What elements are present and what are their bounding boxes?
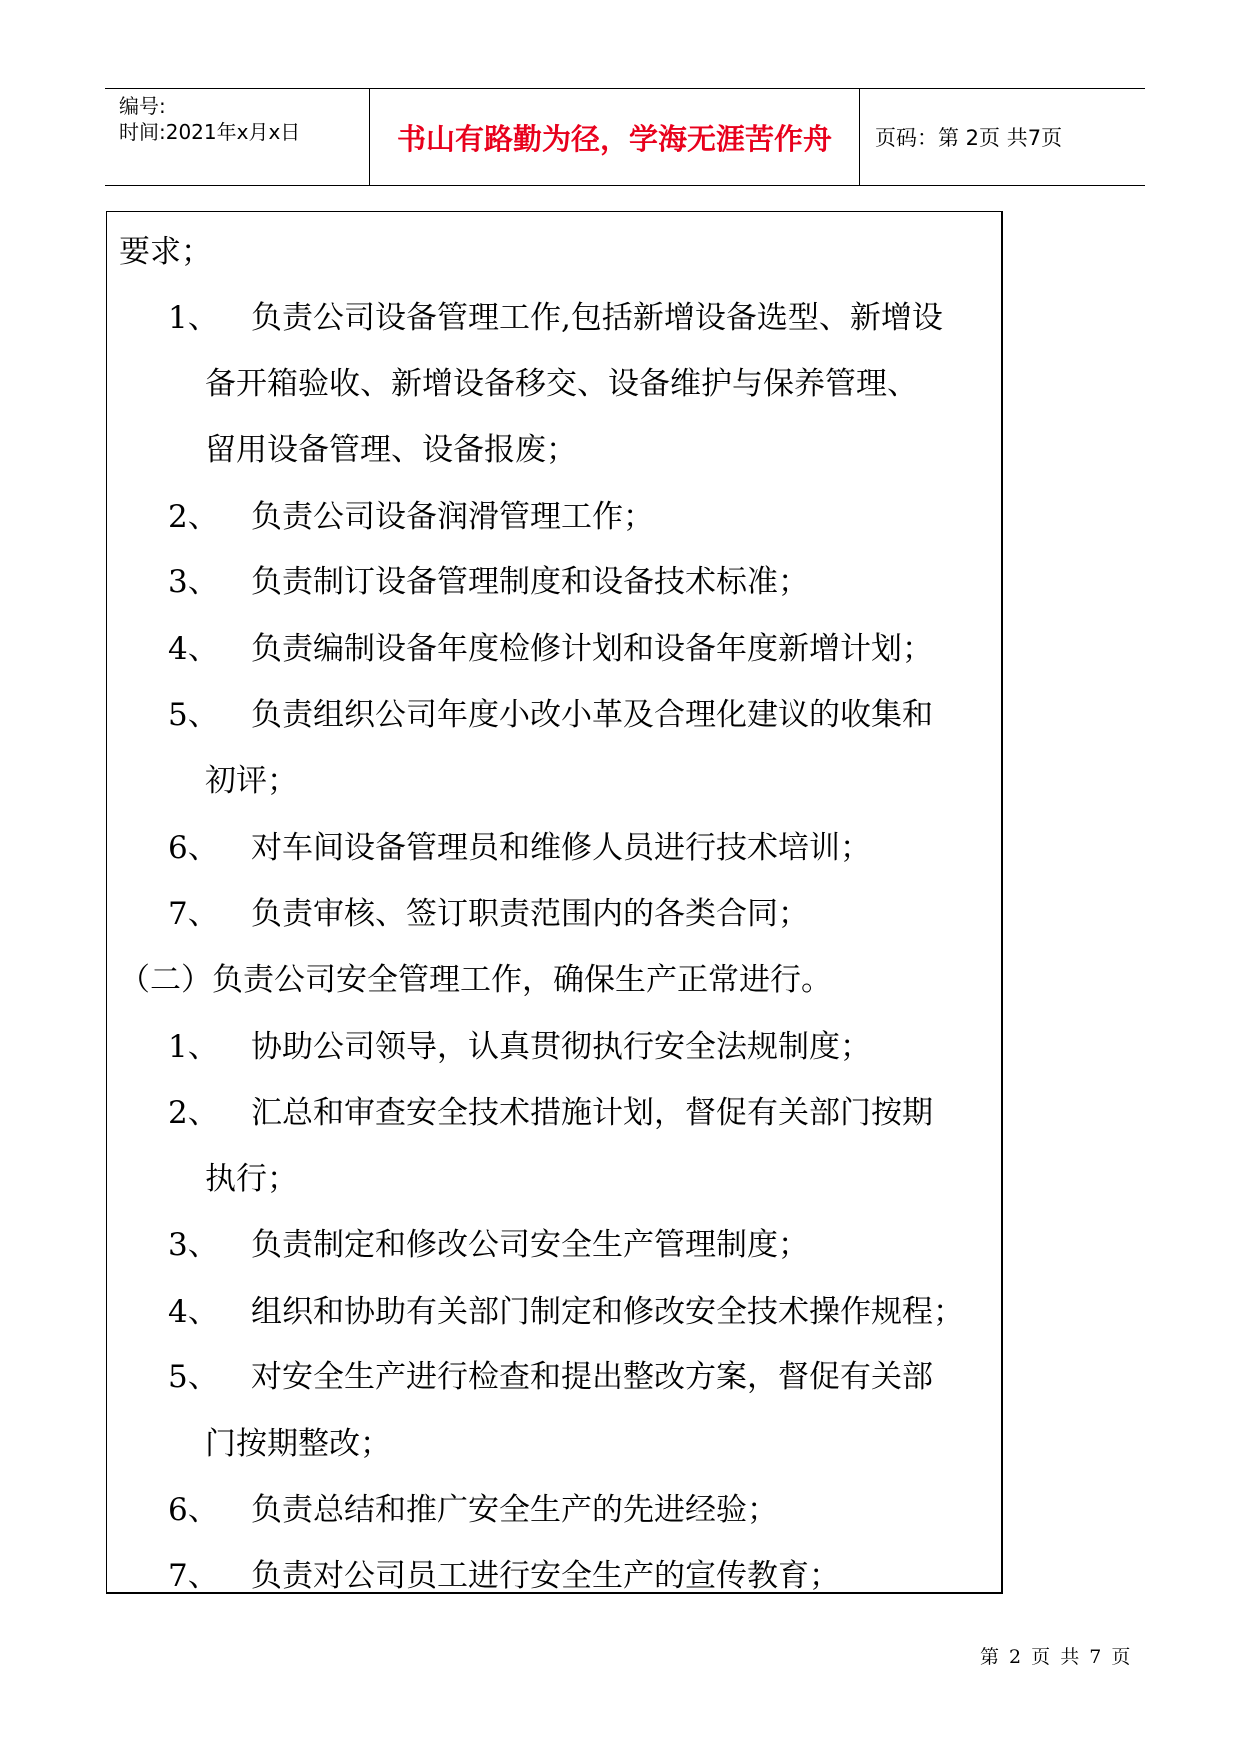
- content-box: [106, 211, 1003, 1594]
- content-line: 负责编制设备年度检修计划和设备年度新增计划；: [251, 631, 933, 667]
- content-line: 负责总结和推广安全生产的先进经验；: [251, 1492, 778, 1528]
- header-meta: [119, 93, 300, 145]
- list-item-number: 1、: [168, 300, 219, 336]
- list-item-number: 2、: [168, 499, 219, 535]
- serial-label: 编号:: [119, 94, 166, 118]
- list-item-number: 3、: [168, 564, 219, 600]
- content-line: 负责公司设备润滑管理工作；: [251, 499, 654, 535]
- document-header: [105, 88, 1145, 186]
- content-line: 负责审核、签订职责范围内的各类合同；: [251, 896, 809, 932]
- list-item-number: 4、: [168, 1294, 219, 1330]
- time-label: 时间:2021年x月x日: [119, 120, 301, 144]
- content-line: 初评；: [205, 763, 298, 799]
- content-line: 要求；: [119, 234, 212, 270]
- content-line: 组织和协助有关部门制定和修改安全技术操作规程；: [251, 1294, 964, 1330]
- list-item-number: 7、: [168, 896, 219, 932]
- content-line: 负责制定和修改公司安全生产管理制度；: [251, 1227, 809, 1263]
- content-line: 对安全生产进行检查和提出整改方案，督促有关部: [251, 1359, 933, 1395]
- content-line: （二）负责公司安全管理工作，确保生产正常进行。: [119, 962, 832, 998]
- page-footer: 第 2 页 共 7 页: [980, 1646, 1131, 1668]
- header-page-info: 页码：第 2页 共7页: [875, 126, 1063, 150]
- content-line: 备开箱验收、新增设备移交、设备维护与保养管理、: [205, 366, 918, 402]
- list-item-number: 2、: [168, 1095, 219, 1131]
- content-line: 执行；: [205, 1161, 298, 1197]
- content-line: 负责公司设备管理工作,包括新增设备选型、新增设: [251, 300, 943, 336]
- list-item-number: 5、: [168, 1359, 219, 1395]
- content-line: 负责对公司员工进行安全生产的宣传教育；: [251, 1558, 840, 1594]
- list-item-number: 4、: [168, 631, 219, 667]
- list-item-number: 7、: [168, 1558, 219, 1594]
- content-line: 负责组织公司年度小改小革及合理化建议的收集和: [251, 697, 933, 733]
- content-line: 负责制订设备管理制度和设备技术标准；: [251, 564, 809, 600]
- motto: 书山有路勤为径，学海无涯苦作舟: [396, 121, 832, 156]
- header-divider: [859, 89, 860, 185]
- content-line: 留用设备管理、设备报废；: [205, 432, 577, 468]
- list-item-number: 1、: [168, 1029, 219, 1065]
- content-line: 门按期整改；: [205, 1426, 391, 1462]
- content-line: 对车间设备管理员和维修人员进行技术培训；: [251, 830, 871, 866]
- list-item-number: 3、: [168, 1227, 219, 1263]
- content-line: 协助公司领导，认真贯彻执行安全法规制度；: [251, 1029, 871, 1065]
- list-item-number: 5、: [168, 697, 219, 733]
- list-item-number: 6、: [168, 830, 219, 866]
- list-item-number: 6、: [168, 1492, 219, 1528]
- content-line: 汇总和审查安全技术措施计划，督促有关部门按期: [251, 1095, 933, 1131]
